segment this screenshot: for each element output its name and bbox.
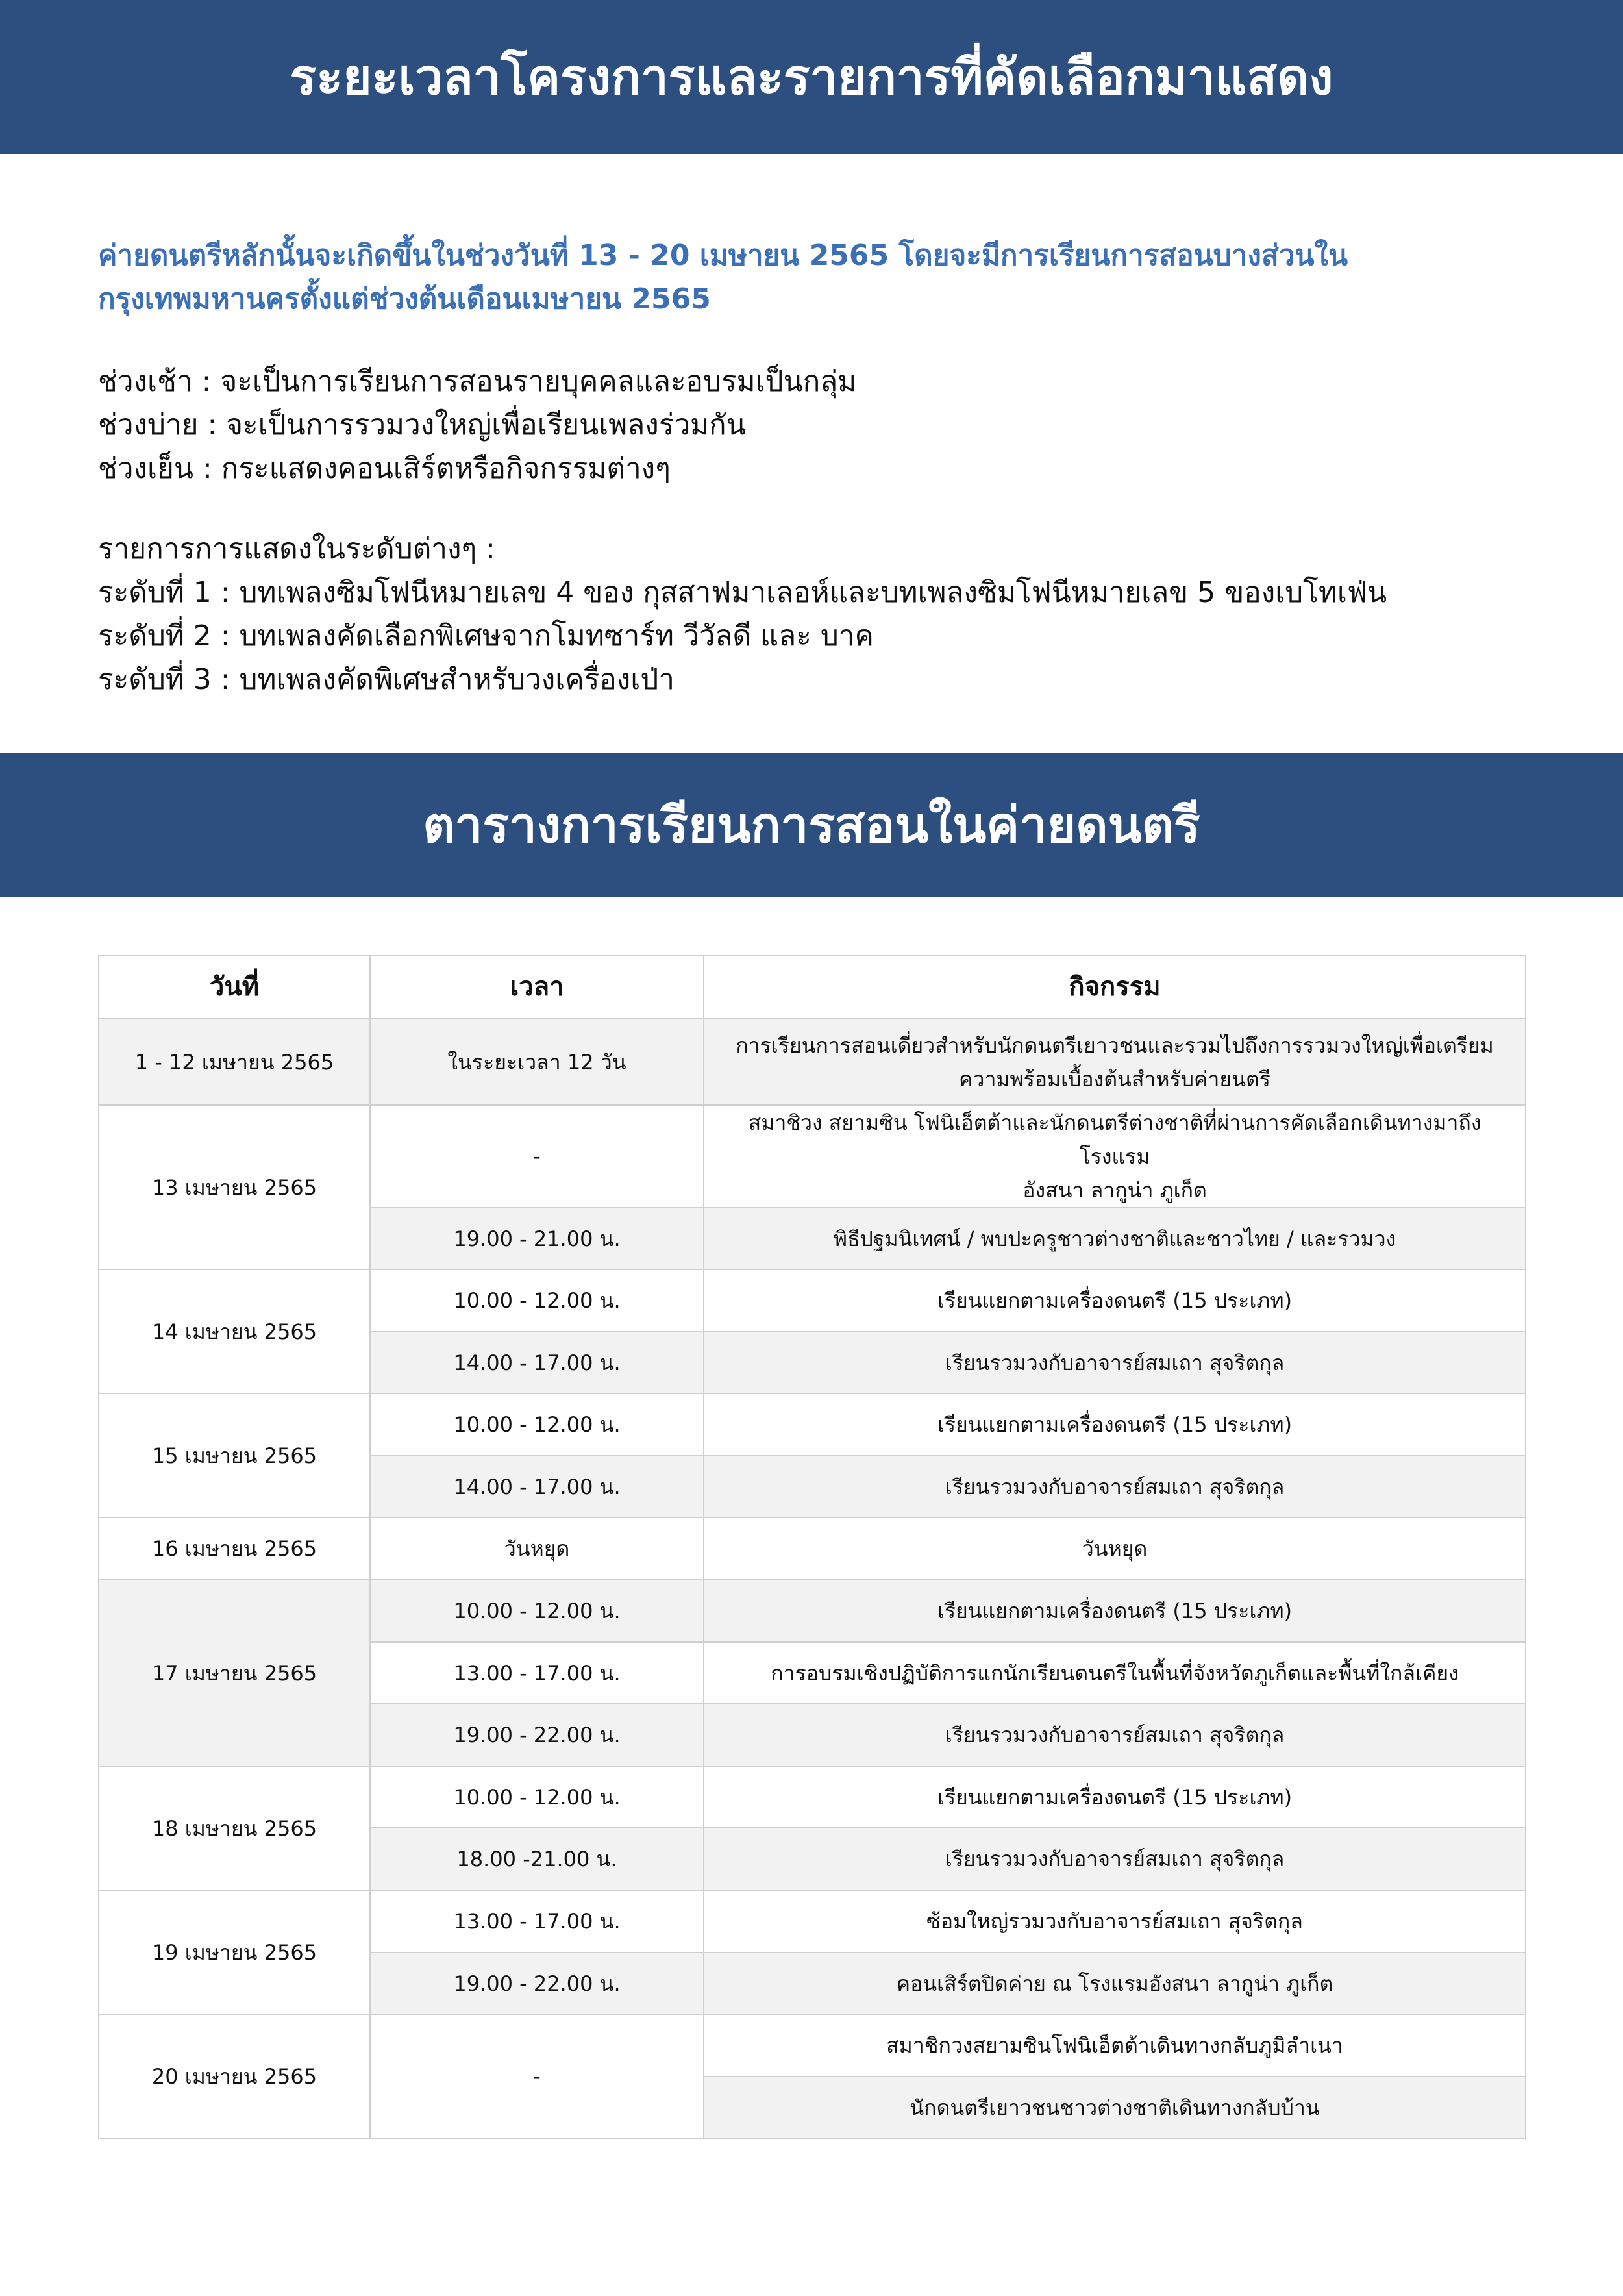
time-cell: 18.00 -21.00 น.: [370, 1828, 704, 1890]
activity-cell: การอบรมเชิงปฏิบัติการแกนักเรียนดนตรีในพื้นที่จังหวัดภูเก็ตและพื้นที่ใกล้เคียง: [704, 1642, 1526, 1704]
time-cell: -: [370, 2014, 704, 2138]
date-cell: 17 เมษายน 2565: [99, 1580, 370, 1766]
date-cell: 15 เมษายน 2565: [99, 1393, 370, 1517]
level-3: ระดับที่ 3 : บทเพลงคัดพิเศษสำหรับวงเครื่องเป่า: [98, 663, 675, 696]
date-cell: 1 - 12 เมษายน 2565: [99, 1019, 370, 1105]
section-title-banner: [0, 0, 1623, 154]
activity-cell: พิธีปฐมนิเทศน์ / พบปะครูชาวต่างชาติและชาวไทย / และรวมวง: [704, 1208, 1526, 1269]
date-cell: 13 เมษายน 2565: [99, 1105, 370, 1269]
activity-line: สมาชิวง สยามซิน โฟนิเอ็ตต้าและนักดนตรีต่างชาติที่ผ่านการคัดเลือกเดินทางมาถึงโรงแรม: [748, 1110, 1481, 1169]
header-date: วันที่: [99, 955, 370, 1019]
header-activity: กิจกรรม: [704, 955, 1526, 1019]
date-cell: 18 เมษายน 2565: [99, 1766, 370, 1890]
time-cell: 19.00 - 22.00 น.: [370, 1704, 704, 1766]
date-cell: 20 เมษายน 2565: [99, 2014, 370, 2138]
time-cell: 10.00 - 12.00 น.: [370, 1393, 704, 1456]
time-cell: 10.00 - 12.00 น.: [370, 1766, 704, 1828]
intro-paragraph: [98, 234, 1526, 321]
afternoon-period: ช่วงบ่าย : จะเป็นการรวมวงใหญ่เพื่อเรียนเพลงร่วมกัน: [98, 408, 746, 442]
time-cell: 13.00 - 17.00 น.: [370, 1890, 704, 1953]
time-cell: ในระยะเวลา 12 วัน: [370, 1019, 704, 1105]
schedule-table: [98, 955, 1526, 2139]
time-cell: วันหยุด: [370, 1517, 704, 1580]
activity-line: ความพร้อมเบื้องต้นสำหรับค่ายนตรี: [959, 1066, 1270, 1092]
activity-cell: เรียนแยกตามเครื่องดนตรี (15 ประเภท): [704, 1393, 1526, 1456]
activity-line: อังสนา ลากูน่า ภูเก็ต: [1022, 1178, 1207, 1203]
table-row: [99, 1890, 1526, 1953]
activity-cell: นักดนตรีเยาวชนชาวต่างชาติเดินทางกลับบ้าน: [704, 2077, 1526, 2138]
activity-cell: เรียนรวมวงกับอาจารย์สมเถา สุจริตกุล: [704, 1828, 1526, 1890]
activity-cell: เรียนแยกตามเครื่องดนตรี (15 ประเภท): [704, 1766, 1526, 1828]
time-cell: 10.00 - 12.00 น.: [370, 1580, 704, 1642]
date-cell: 14 เมษายน 2565: [99, 1269, 370, 1393]
table-row: [99, 1766, 1526, 1828]
time-periods: [98, 360, 1559, 490]
activity-cell: เรียนรวมวงกับอาจารย์สมเถา สุจริตกุล: [704, 1456, 1526, 1517]
activity-line: การเรียนการสอนเดี่ยวสำหรับนักดนตรีเยาวชนและรวมไปถึงการรวมวงใหญ่เพื่อเตรียม: [736, 1032, 1494, 1058]
time-cell: -: [370, 1105, 704, 1208]
table-header-row: [99, 955, 1526, 1019]
intro-line: กรุงเทพมหานครตั้งแต่ช่วงต้นเดือนเมษายน 2565: [98, 282, 711, 316]
levels-heading: รายการการแสดงในระดับต่างๆ :: [98, 532, 495, 566]
time-cell: 13.00 - 17.00 น.: [370, 1642, 704, 1704]
activity-cell: เรียนแยกตามเครื่องดนตรี (15 ประเภท): [704, 1580, 1526, 1642]
activity-cell: สมาชิกวงสยามซินโฟนิเอ็ตต้าเดินทางกลับภูมิลำเนา: [704, 2014, 1526, 2077]
table-row: [99, 1393, 1526, 1456]
table-row: [99, 1269, 1526, 1332]
date-cell: 19 เมษายน 2565: [99, 1890, 370, 2014]
schedule-title-banner: [0, 753, 1623, 897]
header-time: เวลา: [370, 955, 704, 1019]
activity-cell: ซ้อมใหญ่รวมวงกับอาจารย์สมเถา สุจริตกุล: [704, 1890, 1526, 1953]
activity-cell: คอนเสิร์ตปิดค่าย ณ โรงแรมอังสนา ลากูน่า ภูเก็ต: [704, 1953, 1526, 2014]
evening-period: ช่วงเย็น : กระแสดงคอนเสิร์ตหรือกิจกรรมต่างๆ: [98, 452, 671, 485]
morning-period: ช่วงเช้า : จะเป็นการเรียนการสอนรายบุคคลและอบรมเป็นกลุ่ม: [98, 365, 857, 398]
activity-cell: [704, 1019, 1526, 1105]
activity-cell: [704, 1105, 1526, 1208]
intro-line: ค่ายดนตรีหลักนั้นจะเกิดขึ้นในช่วงวันที่ 13 - 20 เมษายน 2565 โดยจะมีการเรียนการสอนบางส่วนใน: [98, 239, 1348, 272]
time-cell: 14.00 - 17.00 น.: [370, 1456, 704, 1517]
level-1: ระดับที่ 1 : บทเพลงซิมโฟนีหมายเลข 4 ของ กุสสาฟมาเลอห์และบทเพลงซิมโฟนีหมายเลข 5 ของเบโทเฟ่น: [98, 576, 1387, 609]
table-row: [99, 1105, 1526, 1208]
table-row: [99, 2014, 1526, 2077]
activity-cell: เรียนรวมวงกับอาจารย์สมเถา สุจริตกุล: [704, 1704, 1526, 1766]
activity-cell: วันหยุด: [704, 1517, 1526, 1580]
level-2: ระดับที่ 2 : บทเพลงคัดเลือกพิเศษจากโมทซาร์ท วีวัลดี และ บาค: [98, 619, 874, 653]
table-row: [99, 1517, 1526, 1580]
section-title: ระยะเวลาโครงการและรายการที่คัดเลือกมาแสดง: [290, 47, 1333, 106]
performance-levels: [98, 527, 1559, 701]
time-cell: 19.00 - 21.00 น.: [370, 1208, 704, 1269]
activity-cell: เรียนแยกตามเครื่องดนตรี (15 ประเภท): [704, 1269, 1526, 1332]
time-cell: 10.00 - 12.00 น.: [370, 1269, 704, 1332]
time-cell: 19.00 - 22.00 น.: [370, 1953, 704, 2014]
activity-cell: เรียนรวมวงกับอาจารย์สมเถา สุจริตกุล: [704, 1332, 1526, 1393]
date-cell: 16 เมษายน 2565: [99, 1517, 370, 1580]
time-cell: 14.00 - 17.00 น.: [370, 1332, 704, 1393]
table-row: [99, 1580, 1526, 1642]
table-row: [99, 1019, 1526, 1105]
schedule-title: ตารางการเรียนการสอนในค่ายดนตรี: [423, 796, 1200, 854]
